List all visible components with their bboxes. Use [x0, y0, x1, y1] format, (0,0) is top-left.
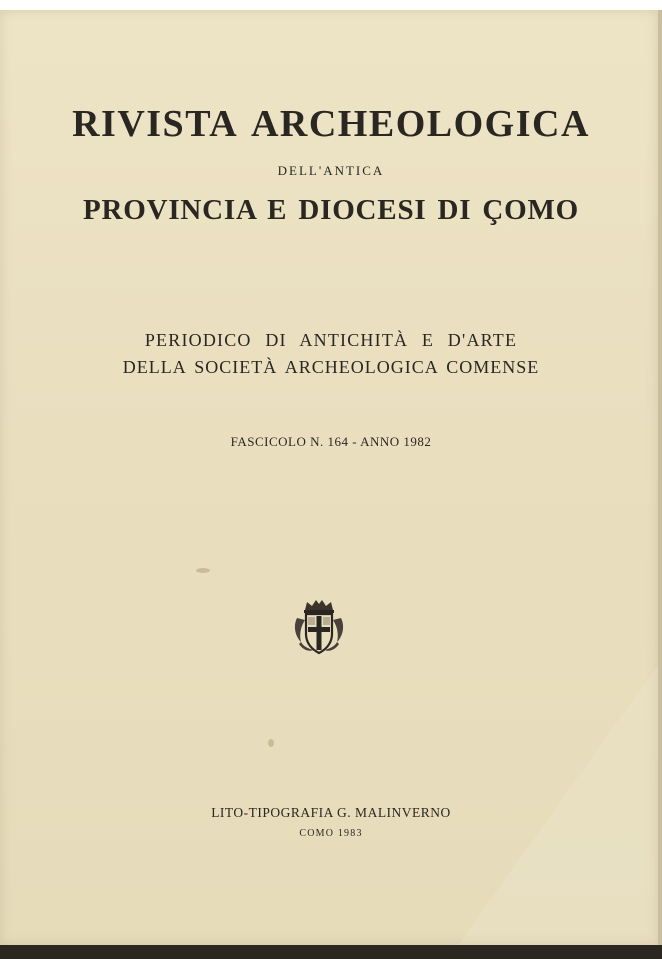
- journal-title-connector: DELL'ANTICA: [277, 163, 385, 178]
- paper-stain: [196, 568, 210, 573]
- paper-stain: [268, 739, 274, 747]
- journal-title: RIVISTA ARCHEOLOGICA: [72, 103, 590, 145]
- crest-emblem-icon: [293, 596, 345, 656]
- journal-description-line1: PERIODICO DI ANTICHITÀ E D'ARTE: [144, 330, 518, 350]
- publication-place-year: COMO 1983: [299, 828, 363, 839]
- journal-description-line2: DELLA SOCIETÀ ARCHEOLOGICA COMENSE: [122, 357, 540, 377]
- publisher-name: LITO-TIPOGRAFIA G. MALINVERNO: [211, 805, 451, 820]
- issue-number: FASCICOLO N. 164 - ANNO 1982: [230, 434, 432, 449]
- journal-title-region: PROVINCIA E DIOCESI DI ÇOMO: [82, 194, 580, 226]
- cover-bottom-edge: [0, 945, 662, 959]
